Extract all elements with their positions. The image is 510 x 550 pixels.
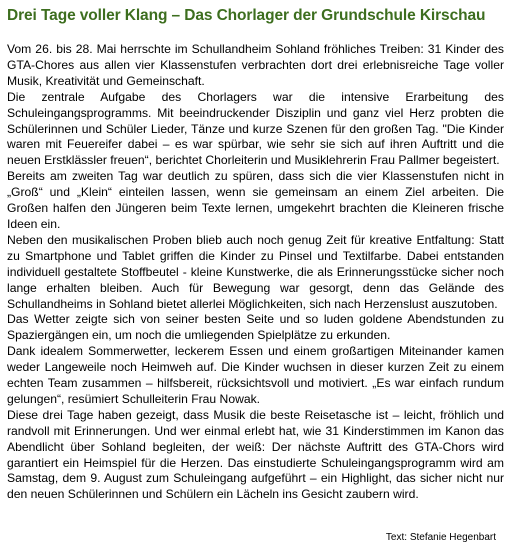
paragraph-community: Dank idealem Sommerwetter, leckerem Essen und einem großartigen Miteinander kamen weder Langeweile noch Heimweh auf. Die Kinder wuchsen in dieser kurzen Zeit zu einem echten Team zusammen – hilfsbereit, rücksichtsvoll und motiviert. „Es war einfach rundum gelungen“, resümiert Schulleiterin Frau Nowak. — [7, 344, 504, 406]
paragraph-creativity: Neben den musikalischen Proben blieb auch noch genug Zeit für kreative Entfaltung: Statt zu Smartphone und Tablet griffen die Kinder zu Pinsel und Textilfarbe. Dabei entstanden individuell gestaltete Stoffbeutel - kleine Kunstwerke, die als Erinnerungsstücke sicher noch lange erhalten bleiben. Auch für Bewegung war gesorgt, denn das Gelände des Schullandheims in Sohland bietet allerlei Möglichkeiten, sich nach Herzenslust auszutoben. — [7, 232, 504, 311]
article-body — [7, 42, 504, 503]
paragraph-weather: Das Wetter zeigte sich von seiner besten Seite und so luden goldene Abendstunden zu Spaziergängen ein, um noch die umliegenden Spielplätze zu erkunden. — [7, 312, 504, 343]
paragraph-rehearsal: Die zentrale Aufgabe des Chorlagers war die intensive Erarbeitung des Schuleingangsprogramms. Mit beeindruckender Disziplin und ganz viel Herz probten die Schülerinnen und Schüler Lieder, Tänze und kurze Szenen für den großen Tag. "Die Kinder waren mit Feuereifer dabei – es war spürbar, wie sehr sie sich auf ihren Auftritt und die neuen Erstklässler freuen“, berichtet Chorleiterin und Musiklehrerin Frau Pallmer begeistert. — [7, 89, 504, 168]
paragraph-conclusion: Diese drei Tage haben gezeigt, dass Musik die beste Reisetasche ist – leicht, fröhlich und randvoll mit Erinnerungen. Und wer einmal erlebt hat, wie 31 Kinderstimmen im Kanon das Abendlicht über Sohland begleiten, der weiß: Der nächste Auftritt des GTA-Chors wird garantiert ein Heimspiel für die Herzen. Das einstudierte Schuleingangsprogramm wird am Samstag, dem 9. August zum Schuleingang aufgeführt – ein Highlight, das sicher nicht nur den neuen Schülerinnen und Schülern ein Lächeln ins Gesicht zaubern wird. — [7, 407, 504, 502]
paragraph-intro: Vom 26. bis 28. Mai herrschte im Schullandheim Sohland fröhliches Treiben: 31 Kinder des GTA-Chores aus allen vier Klassenstufen verbrachten dort drei erlebnisreiche Tage voller Musik, Kreativität und Gemeinschaft. — [7, 42, 504, 88]
article-title: Drei Tage voller Klang – Das Chorlager der Grundschule Kirschau — [7, 7, 486, 24]
author-credit: Text: Stefanie Hegenbart — [385, 532, 496, 543]
paragraph-teamwork: Bereits am zweiten Tag war deutlich zu spüren, dass sich die vier Klassenstufen nicht in „Groß“ und „Klein“ einteilen lassen, wenn sie gemeinsam an einem Ziel arbeiten. Die Großen halfen den Jüngeren beim Texte lernen, umgekehrt brachten die Kleineren frische Ideen ein. — [7, 169, 504, 231]
